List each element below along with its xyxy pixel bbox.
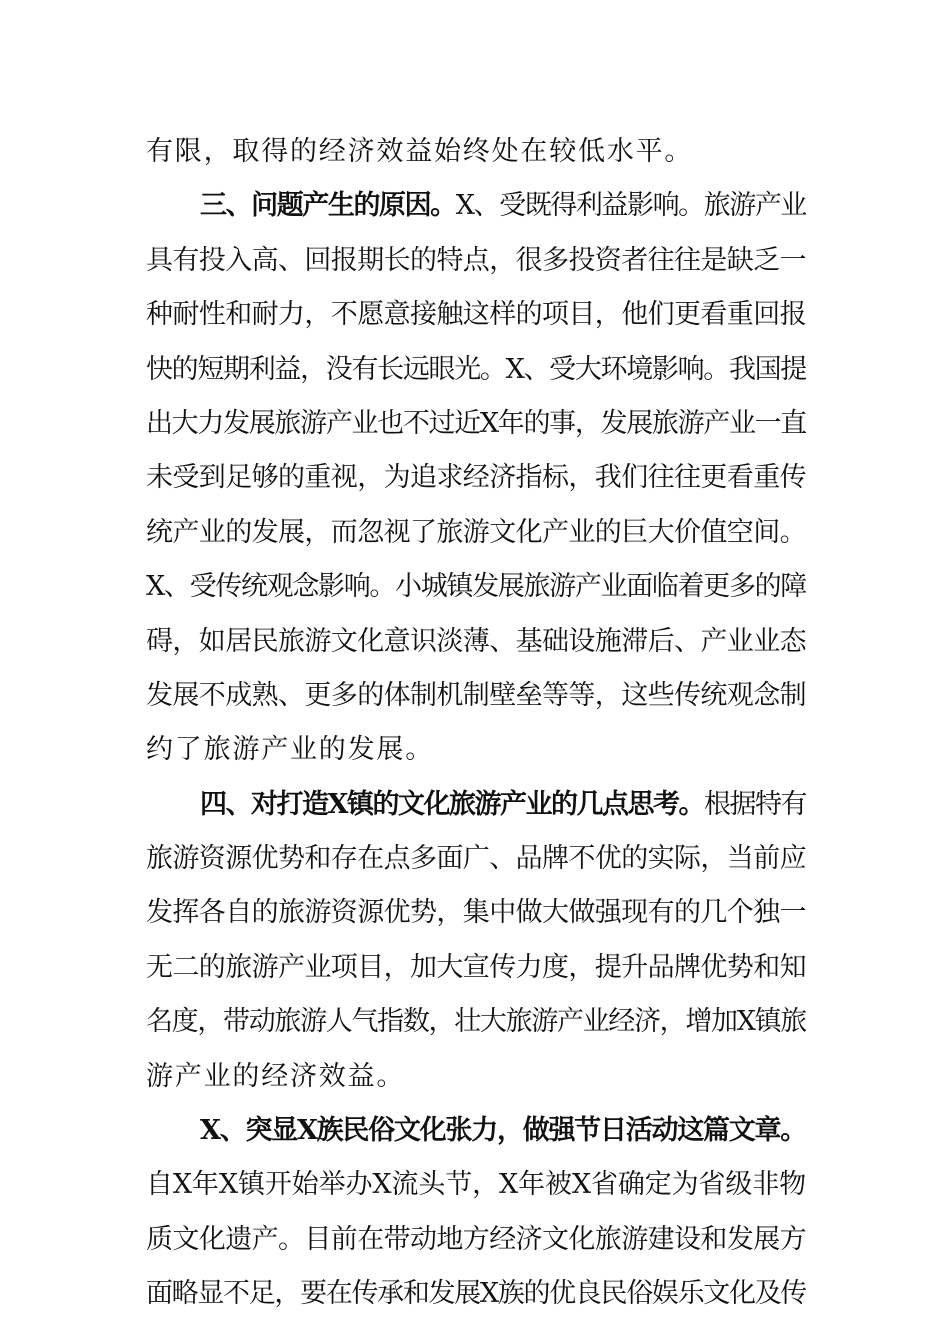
body-text: X、受既得利益影响。旅游产业 bbox=[455, 190, 806, 222]
text-line bbox=[146, 832, 806, 886]
body-text: 约了旅游产业的发展。 bbox=[146, 734, 434, 766]
body-text: 名度，带动旅游人气指数，壮大旅游产业经济，增加X镇旅 bbox=[146, 1006, 806, 1038]
text-line bbox=[146, 125, 806, 179]
body-text: 根据特有 bbox=[704, 788, 806, 820]
text-line bbox=[146, 343, 806, 397]
section-heading-text: 四、对打造X镇的文化旅游产业的几点思考。 bbox=[200, 788, 704, 820]
body-text: 自X年X镇开始举办X流头节，X年被X省确定为省级非物 bbox=[146, 1169, 806, 1201]
body-text: 具有投入高、回报期长的特点，很多投资者往往是缺乏一 bbox=[146, 244, 806, 276]
text-line bbox=[146, 995, 806, 1049]
body-text: 未受到足够的重视，为追求经济指标，我们往往更看重传 bbox=[146, 462, 806, 494]
text-line bbox=[146, 451, 806, 505]
body-text: 游产业的经济效益。 bbox=[146, 1060, 406, 1092]
body-text: 统产业的发展，而忽视了旅游文化产业的巨大价值空间。 bbox=[146, 516, 806, 548]
body-text: 有限，取得的经济效益始终处在较低水平。 bbox=[146, 136, 694, 167]
text-line bbox=[146, 288, 806, 342]
text-line bbox=[146, 615, 806, 669]
section-heading-text: 三、问题产生的原因。 bbox=[200, 190, 456, 222]
text-line bbox=[146, 560, 806, 614]
text-line bbox=[146, 1267, 806, 1321]
body-text: 质文化遗产。目前在带动地方经济文化旅游建设和发展方 bbox=[146, 1223, 806, 1255]
text-line bbox=[146, 941, 806, 995]
text-line bbox=[146, 234, 806, 288]
body-text: 碍，如居民旅游文化意识淡薄、基础设施滞后、产业业态 bbox=[146, 625, 806, 657]
body-text: X、受传统观念影响。小城镇发展旅游产业面临着更多的障 bbox=[146, 571, 806, 603]
body-text: 旅游资源优势和存在点多面广、品牌不优的实际，当前应 bbox=[146, 843, 806, 875]
body-text: 种耐性和耐力，不愿意接触这样的项目，他们更看重回报 bbox=[146, 299, 806, 331]
text-line bbox=[146, 1050, 806, 1104]
text-line bbox=[146, 506, 806, 560]
section-heading-text: X、突显X族民俗文化张力，做强节日活动这篇文章。 bbox=[200, 1115, 806, 1147]
document-body bbox=[146, 125, 806, 1322]
text-line bbox=[146, 1158, 806, 1212]
text-line bbox=[146, 397, 806, 451]
text-line bbox=[146, 1213, 806, 1267]
body-text: 出大力发展旅游产业也不过近X年的事，发展旅游产业一直 bbox=[146, 407, 806, 439]
text-line bbox=[146, 179, 806, 233]
body-text: 发展不成熟、更多的体制机制壁垒等等，这些传统观念制 bbox=[146, 679, 806, 711]
text-line bbox=[146, 886, 806, 940]
text-line bbox=[146, 669, 806, 723]
body-text: 快的短期利益，没有长远眼光。X、受大环境影响。我国提 bbox=[146, 353, 806, 385]
body-text: 发挥各自的旅游资源优势，集中做大做强现有的几个独一 bbox=[146, 897, 806, 929]
body-text: 无二的旅游产业项目，加大宣传力度，提升品牌优势和知 bbox=[146, 951, 806, 983]
text-line bbox=[146, 778, 806, 832]
text-line bbox=[146, 1104, 806, 1158]
body-text: 面略显不足，要在传承和发展X族的优良民俗娱乐文化及传 bbox=[146, 1278, 806, 1310]
text-line bbox=[146, 723, 806, 777]
